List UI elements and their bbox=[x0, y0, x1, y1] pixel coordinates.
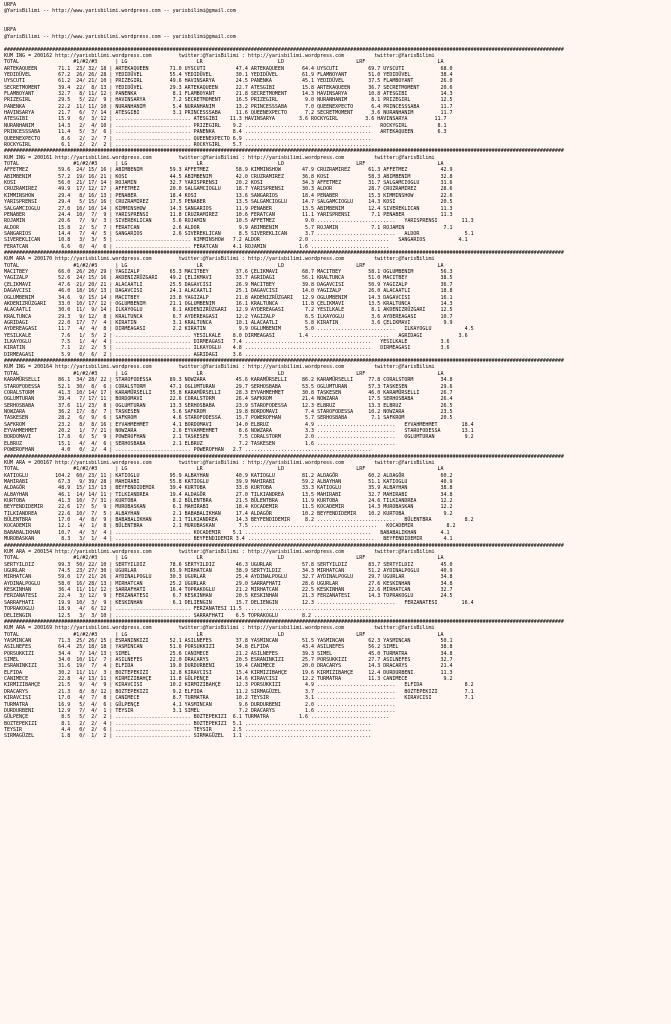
text-line: ########################################################################################################################################################################################## bbox=[4, 46, 564, 53]
text-line: DIRMEAGASI 5.9 0/ 6/ 2 | ......................... AGRIDAGI 3.6 .......................................... bbox=[4, 351, 372, 358]
text-line: PRINCESSSABA 11.4 5/ 3/ 6 | ......................... PANENKA 8.4 .......................................... ARTEKAQUEEN 6.3 bbox=[4, 129, 447, 136]
text-line: OGLUMBENIM 34.6 9/ 15/ 14 | MACITBEY 23.8 YAGIZALP 21.8 AKDENIZRÜZGARI 12.9 OGLUMBENIM 14.3 DAGAVCISI 16.1 bbox=[4, 294, 453, 301]
text-line: SIMEL 34.0 10/ 11/ 7 | ASILNEFES 22.0 DRACARYS 20.5 ESRANINKIZI 25.7 PORSUKKIZI 27.7 ASILNEFES 32.7 bbox=[4, 657, 453, 664]
text-line: KIMMINSHOW 29.4 8/ 16/ 13 | PENABER 18.4 KOSI 13.6 SANGARIOS 18.4 PENABER 15.3 KIMMINSHOW 22.6 bbox=[4, 192, 453, 199]
text-line: OGLUMTURAN 39.4 7/ 17/ 11 | BORDOMAVI 22.6 CORALSTORM 26.4 SAFKROM 21.4 NOWZARA 17.5 SERHOSBABA 26.4 bbox=[4, 396, 453, 403]
text-line: PANENKA 22.2 11/ 11/ 10 | NURANHANIM 5.4 NURANHANIM 13.2 PRINCESSSABA 7.0 QUEENEXPECTO 6.4 PRINCESSSABA 11.7 bbox=[4, 103, 453, 110]
text-line: BÜLENTBRA 17.0 4/ 8/ 9 | BABABALIKHAN 2.1 TILKIANDREA 14.3 BEYFENDIDEMIR 8.2 .......................... BÜLENTBRA 8.2 bbox=[4, 517, 474, 524]
text-line: BABABALIKHAN 10.7 4/ 3/ 4 | ......................... KOCADEMIR 5.1 .......................................... BABABALIKHAN 4.1 bbox=[4, 529, 450, 536]
text-line: FERATCAN 6.6 0/ 4/ 6 | ......................... FERATCAN 4.1 ROJAMIN 1.6 .......................... bbox=[4, 243, 390, 250]
text-line: KOCADEMIR 12.1 4/ 1/ 8 | BÜLENTBRA 2.1 MUROBASKAN 7.5 .......................................... KOCADEMIR 8.2 bbox=[4, 523, 456, 530]
text-line: KUM ARA = 200169 http://yarisbilimi.wordpress.com twitter:@YarisBilimi : http://yarisbilimi.wordpress.com twitter:@YarisBilimi bbox=[4, 625, 435, 632]
text-line: URFA bbox=[4, 2, 17, 8]
text-line: URFA bbox=[4, 27, 17, 34]
text-line: DAGAVCISI 46.0 18/ 16/ 13 | DAGAVCISI 24.1 ALACAATLI 25.1 DAGAVCISI 14.0 YAGIZALP 26.0 ALACAATLI 18.8 bbox=[4, 288, 453, 295]
text-line: KUM ING = 200162 http://yarisbilimi.wordpress.com twitter:@YarisBilimi : http://yarisbilimi.wordpress.com twitter:@YarisBilimi bbox=[4, 52, 435, 59]
text-line: @YarisBilimi -- http://www.yarisbilimi.wordpress.com -- yarisbilimi@gmail.com bbox=[4, 33, 236, 40]
text-line: MUROBASKAN 8.3 3/ 1/ 4 | ......................... BEYFENDIDEMIR 3.4 .......................................... BEYFENDIDEMIR 4.1 bbox=[4, 536, 453, 543]
text-line: AYDEREAGASI 11.7 4/ 4/ 8 | DIRMEAGASI 2.2 KIRATIN 9.9 OGLUMBENIM 5.0 .......................... ILKAYOGLU 4.5 bbox=[4, 326, 474, 333]
text-line: AFFETMEZ 59.6 24/ 15/ 16 | ABIMBENIM 59.3 AFFETMEZ 58.9 KIMMINSHOW 47.9 CRUZRAMIREZ 61.3 AFFETMEZ 42.9 bbox=[4, 167, 453, 174]
text-line: TOTAL #1/#2/#3 | LG LR LD LRF LA bbox=[4, 59, 444, 66]
text-line: KIRMIZIBAHÇE 21.5 9/ 4/ 9 | KIRAVCISI 10.2 KIRMIZIBAHÇE 12.3 PORSUKKIZI 4.9 .......................... ELFIDA 8.2 bbox=[4, 682, 474, 689]
text-line: AGRIDAGI 22.0 17/ 7/ 4 | KIRATIN 3.1 KRALTUNCA 10.1 ALACAATLI 5.8 KIRATIN 3.6 ÇELIKMAVI 9.9 bbox=[4, 319, 453, 326]
text-line: DRACARYS 21.3 8/ 8/ 12 | BOZTEPEKIZI 9.2 ELFIDA 11.2 SIRMAGÜZEL 3.7 .......................... BOZTEPEKIZI 7.1 bbox=[4, 688, 474, 695]
text-line: KATIOGLU 104.2 60/ 23/ 11 | KATIOGLU 95.9 ALBAYHAN 40.9 KATIOGLU 81.2 ALDAGÖR 60.2 ALDAGÖR 60.2 bbox=[4, 472, 453, 479]
text-line: ABIMBENIM 57.2 19/ 16/ 21 | KOSI 44.5 ABIMBENIM 42.0 CRUZRAMIREZ 36.8 KOSI 58.3 ABIMBENIM 32.8 bbox=[4, 173, 453, 180]
text-line: KESKINHAN 36.4 11/ 11/ 12 | SARRAFHATI 16.4 TOPRAKOGLU 21.2 MIRHATCAN 22.5 KESKINHAN 22.6 MIRHATCAN 32.7 bbox=[4, 587, 453, 594]
text-line: ÇELIKMAVI 47.6 21/ 20/ 21 | ALACAATLI 25.5 DAGAVCISI 26.9 MACITBEY 39.8 DAGAVCISI 50.9 YAGIZALP 36.7 bbox=[4, 281, 453, 288]
text-line: ROCKYGIRL 6.1 2/ 2/ 2 | ......................... ROCKYGIRL 5.7 .......................................... bbox=[4, 141, 372, 148]
text-line: GÜLPENÇE 8.5 5/ 2/ 2 | ......................... BOZTEPEKIZI 6.1 TURMATRA 1.6 .......................... bbox=[4, 714, 390, 721]
text-line: QUEENEXPECTO 8.6 2/ 2/ 7 | ......................... QUEENEXPECTO 6.9 .......................................... bbox=[4, 135, 372, 142]
text-line: DELIENGIN 12.5 3/ 3/ 10 | ......................... SARRAFHATI 6.5 TOPRAKOGLU 8.2 .......................... bbox=[4, 612, 393, 619]
text-line: ########################################################################################################################################################################################## bbox=[4, 618, 564, 625]
text-line: SERTYILDIZ 99.3 50/ 22/ 10 | SERTYILDIZ 78.6 SERTYILDIZ 46.3 UGURLAR 57.8 SERTYILDIZ 83.7 SERTYILDIZ 45.0 bbox=[4, 561, 453, 568]
text-line: UYSCUTI 61.2 24/ 21/ 10 | PRIZEGIRL 49.6 HAVINSARYA 24.5 PANENKA 45.1 YEDIDÜVEL 37.5 FLAMBOYANT 26.0 bbox=[4, 78, 453, 85]
text-line: ARTEKAQUEEN 71.1 23/ 32/ 18 | ARTEKAQUEEN 71.0 UYSCUTI 47.4 ARTEKAQUEEN 64.4 UYSCUTI 69.7 UYSCUTI 68.0 bbox=[4, 65, 453, 72]
text-line: YAGIZALP 52.6 24/ 15/ 16 | AKDENIZRÜZGARI 49.2 ÇELIKMAVI 33.7 AGRIDAGI 56.1 KRALTUNCA 51.0 MACITBEY 38.5 bbox=[4, 275, 453, 282]
text-line: CORALSTORM 41.3 10/ 14/ 17 | KARAMÜRSELLI 35.8 KARAMÜRSELLI 28.3 EYVAHMEHMET 30.8 TASKESEN 46.0 KARAMÜRSELLI 26.7 bbox=[4, 389, 453, 396]
text-line: TURMATRA 16.9 5/ 4/ 6 | GÜLPENÇE 4.1 YASMINCAN 9.6 DURDURBENI 2.0 .......................... bbox=[4, 701, 396, 708]
text-line: CRUZRAMIREZ 49.9 17/ 12/ 17 | AFFETMEZ 20.0 SALGAMCIOGLU 18.7 YARISPRENSI 30.3 ALDOR 28.7 CRUZRAMIREZ 28.6 bbox=[4, 186, 453, 193]
text-line: AKDENIZRÜZGARI 33.0 10/ 17/ 12 | OGLUMBENIM 21.1 OGLUMBENIM 16.1 KRALTUNCA 11.8 ÇELIKMAVI 13.5 KRALTUNCA 14.3 bbox=[4, 300, 453, 307]
text-line: MAHIRABI 67.3 9/ 39/ 28 | MAHIRABI 55.8 KATIOGLU 39.9 MAHIRABI 59.2 ALBAYHAN 51.1 KATIOGLU 40.9 bbox=[4, 478, 453, 485]
text-line: MIRHATCAN 59.0 17/ 21/ 26 | AYDINALPOGLU 30.3 UGURLAR 25.4 AYDINALPOGLU 32.7 AYDINALPOGLU 29.7 UGURLAR 34.8 bbox=[4, 574, 453, 581]
text-line: KUM ARA = 200170 http://yarisbilimi.wordpress.com twitter:@YarisBilimi : http://yarisbilimi.wordpress.com twitter:@YarisBilimi bbox=[4, 256, 435, 263]
text-line: TOTAL #1/#2/#3 | LG LR LD LRF LA bbox=[4, 466, 444, 473]
text-line: KRALTUNCA 29.3 9/ 12/ 8 | KRALTUNCA 6.7 AYDEREAGASI 12.2 YAGIZALP 6.5 ILKAYOGLU 3.6 AYDEREAGASI 10.7 bbox=[4, 313, 453, 320]
text-line: ########################################################################################################################################################################################## bbox=[4, 148, 564, 155]
text-line: UGURLAR 74.5 23/ 27/ 30 | UGURLAR 65.9 MIRHATCAN 38.9 SERTYILDIZ 34.3 MIRHATCAN 51.2 AYDINALPOGLU 40.9 bbox=[4, 567, 453, 574]
text-line: ########################################################################################################################################################################################## bbox=[4, 542, 564, 549]
text-line: ELFIDA 30.2 11/ 11/ 3 | BOZTEPEKIZI 12.8 KIRAVCISI 15.4 KIRMIZIBAHÇE 19.6 KIRMIZIBAHÇE 12.4 DURDURBENI 11.3 bbox=[4, 669, 453, 676]
text-line: TOTAL #1/#2/#3 | LG LR LD LRF LA bbox=[4, 160, 444, 167]
text-line: SANGARIOS 14.4 7/ 4/ 5 | SANGARIOS 2.6 SIVEREKLICAN 8.5 SIVEREKLICAN 3.7 .......................... ALDOR 5.1 bbox=[4, 230, 474, 237]
text-line: TASKESEN 28.2 6/ 9/ 6 | SAFKROM 4.6 STAROFODESSA 15.7 POWEROFHAN 5.7 SERHOSBABA 7.1 SAFKROM 20.5 bbox=[4, 415, 453, 422]
text-line: CANIMECE 22.8 4/ 13/ 11 | KIRMIZIBAHÇE 11.8 GÜLPENÇE 14.6 KIRAVCISI 12.2 TURMATRA 11.3 CANIMECE 9.2 bbox=[4, 676, 453, 683]
text-line: ATESGIBI 15.9 6/ 3/ 12 | ......................... ATESGIBI 11.3 HAVINSARYA 3.6 ROCKYGIRL 3.6 HAVINSARYA 11.7 bbox=[4, 116, 447, 123]
text-line: NOWZARA 36.2 17/ 8/ 7 | TASKESEN 5.6 SAFKROM 19.8 BORDOMAVI 7.4 STAROFODESSA 10.2 NOWZARA 23.5 bbox=[4, 409, 453, 415]
text-line: KUM ARA = 200167 http://yarisbilimi.wordpress.com twitter:@YarisBilimi : http://yarisbilimi.wordpress.com twitter:@YarisBilimi bbox=[4, 459, 435, 466]
text-line: SIVEREKLICAN 10.8 3/ 3/ 5 | ......................... KIMMINSHOW 7.2 ALDOR 2.0 .......................... SANGARIOS 4.1 bbox=[4, 237, 468, 244]
text-line: KARAMÜRSELLI 86.1 34/ 28/ 22 | STAROFODESSA 89.3 NOWZARA 45.6 KARAMÜRSELLI 86.2 KARAMÜRSELLI 77.8 CORALSTORM 34.8 bbox=[4, 377, 453, 384]
text-line: SIRMAGÜZEL 1.8 0/ 1/ 2 | ......................... SIRMAGÜZEL 1.1 .......................................... bbox=[4, 733, 372, 740]
text-line: FLAMBOYANT 32.7 8/ 11/ 12 | PANENKA 8.1 FLAMBOYANT 21.8 SECRETMOMENT 14.3 HAVINSARYA 10.8 ATESGIBI 14.3 bbox=[4, 91, 453, 98]
text-line: FERZANATESI 22.4 3/ 12/ 9 | FERZANATESI 6.7 KESKINHAN 20.5 KESKINHAN 21.3 FERZANATESI 14.3 TOPRAKOGLU 24.5 bbox=[4, 593, 453, 600]
text-line: YESILKALE 7.6 1/ 5/ 2 | ......................... YESILKALE 8.0 DIRMEAGASI 1.4 .......................... AGRIDAGI 3.6 bbox=[4, 332, 468, 339]
text-line: BORDOMAVI 17.8 6/ 5/ 9 | POWEROFHAN 2.1 TASKESEN 7.5 CORALSTORM 2.0 .......................... OGLUMTURAN 9.2 bbox=[4, 434, 474, 441]
text-line: ALDAGÖR 48.9 15/ 13/ 13 | BEYFENDIDEMIR 39.4 KURTOBA 33.8 KURTOBA 33.3 KATIOGLU 35.9 ALBAYHAN 38.8 bbox=[4, 485, 453, 492]
text-line: KURTOBA 41.3 10/ 7/ 31 | KURTOBA 8.2 BÜLENTBRA 21.5 BÜLENTBRA 11.9 KURTOBA 24.6 TILKIANDREA 12.2 bbox=[4, 498, 453, 505]
text-line: POWEROFHAN 4.0 0/ 2/ 4 | ......................... POWEROFHAN 2.7 .......................................... bbox=[4, 447, 372, 454]
text-line: ELBRUZ 15.1 4/ 4/ 6 | SERHOSBABA 2.1 ELBRUZ 7.2 TASKESEN 1.6 .......................... bbox=[4, 440, 396, 447]
text-line: EYVAHMEHMET 20.2 1/ 7/ 21 | NOWZARA 2.6 EYVAHMEHMET 8.6 NOWZARA 3.3 .......................... STAROFODESSA 13.1 bbox=[4, 428, 474, 435]
text-line: TOPRAKOGLU 18.9 4/ 6/ 12 | ......................... FERZANATESI 11.5 .......................................... bbox=[4, 606, 372, 613]
text-line: PRIZEGIRL 29.5 5/ 22/ 9 | HAVINSARYA 7.2 SECRETMOMENT 16.5 PRIZEGIRL 9.0 NURANHANIM 8.1 PRIZEGIRL 12.5 bbox=[4, 97, 453, 104]
text-line: TOTAL #1/#2/#3 | LG LR LD LRF LA bbox=[4, 370, 444, 377]
text-line: SAFKROM 23.2 8/ 8/ 16 | EYVAHMEHMET 4.1 BORDOMAVI 14.0 ELBRUZ 4.9 .......................... EYVAHMEHMET 18.4 bbox=[4, 421, 474, 428]
text-line: TEYSIR 4.4 0/ 2/ 6 | ......................... TEYSIR 2.5 .......................................... bbox=[4, 726, 372, 733]
text-line: AYDINALPOGLU 58.0 16/ 28/ 13 | MIRHATCAN 25.2 UGURLAR 29.0 SARRAFHATI 28.6 UGURLAR 27.6 KESKINHAN 34.8 bbox=[4, 580, 453, 587]
text-line: YASMINCAN 71.3 25/ 26/ 15 | ESRANINKIZI 52.1 ASILNEFES 37.8 YASMINCAN 51.5 YASMINCAN 62.3 YASMINCAN 50.1 bbox=[4, 637, 453, 644]
text-line: MACITBEY 66.0 26/ 20/ 29 | YAGIZALP 65.3 MACITBEY 37.6 ÇELIKMAVI 68.7 MACITBEY 58.1 OGLUMBENIM 56.3 bbox=[4, 269, 453, 276]
text-line: ESRANINKIZI 31.6 19/ 7/ 4 | ELFIDA 19.0 DURDURBENI 19.4 CANIMECE 20.0 DRACARYS 14.3 DRACARYS 21.4 bbox=[4, 663, 453, 670]
text-line: PORSUKKIZI 34.4 7/ 14/ 13 | SIMEL 25.6 CANIMECE 21.2 ASILNEFES 39.3 SIMEL 45.0 TURMATRA 34.8 bbox=[4, 650, 453, 657]
text-line: SARRAFHATI 19.9 10/ 3/ 9 | KESKINHAN 6.1 DELIENGIN 15.7 DELIENGIN 12.3 .......................... FERZANATESI 16.4 bbox=[4, 599, 474, 606]
text-line: SECRETMOMENT 39.4 22/ 8/ 13 | YEDIDÜVEL 29.3 ARTEKAQUEEN 22.7 ATESGIBI 15.8 ARTEKAQUEEN 36.7 SECRETMOMENT 20.6 bbox=[4, 84, 453, 91]
text-line: BOZTEPEKIZI 8.1 2/ 2/ 4 | ......................... BOZTEPEKIZI 5.1 .......................................... bbox=[4, 720, 372, 727]
text-line: ########################################################################################################################################################################################## bbox=[4, 250, 564, 257]
text-line: PENABER 24.4 10/ 7/ 9 | YARISPRENSI 11.8 CRUZRAMIREZ 10.6 FERATCAN 11.1 YARISPRENSI 7.1 PENABER 11.3 bbox=[4, 211, 453, 218]
text-line: ALBAYHAN 46.1 14/ 14/ 11 | TILKIANDREA 19.4 ALDAGÖR 27.0 TILKIANDREA 13.5 MAHIRABI 32.7 MAHIRABI 34.8 bbox=[4, 491, 453, 498]
text-line: ########################################################################################################################################################################################## bbox=[4, 453, 564, 460]
text-line: STAROFODESSA 52.1 30/ 8/ 6 | CORALSTORM 47.1 OGLUMTURAN 29.7 SERHOSBABA 53.5 OGLUMTURAN 57.3 TASKESEN 29.6 bbox=[4, 383, 453, 390]
text-line: KUM ARA = 200154 http://yarisbilimi.wordpress.com twitter:@YarisBilimi : http://yarisbilimi.wordpress.com twitter:@YarisBilimi bbox=[4, 548, 435, 555]
text-line: ASILNEFES 64.4 25/ 18/ 18 | YASMINCAN 51.6 PORSUKKIZI 34.8 ELFIDA 43.4 ASILNEFES 56.2 SIMEL 38.8 bbox=[4, 644, 453, 651]
text-line: KOSI 56.0 21/ 17/ 14 | ROJAMIN 32.7 YARISPRENSI 20.2 KOSI 34.3 AFFETMEZ 31.7 SALGAMCIOGLU 31.6 bbox=[4, 180, 453, 187]
text-line: TOTAL #1/#2/#3 | LG LR LD LRF LA bbox=[4, 262, 444, 269]
text-line: TOTAL #1/#2/#3 | LG LR LD LRF LA bbox=[4, 631, 444, 638]
text-line: HAVINSARYA 21.7 6/ 7/ 14 | ATESGIBI 3.1 PRINCESSSABA 11.6 QUEENEXPECTO 7.2 SECRETMOMENT 3.6 NURANHANIM 11.7 bbox=[4, 110, 453, 117]
text-line: ROJAMIN 20.6 7/ 9/ 3 | SIVEREKLICAN 5.6 ROJAMIN 10.5 AFFETMEZ 9.0 .......................... YARISPRENSI 11.3 bbox=[4, 218, 474, 225]
text-line: YARISPRENSI 29.4 5/ 15/ 16 | CRUZRAMIREZ 17.5 PENABER 13.5 SALGAMCIOGLU 14.7 SALGAMCIOGLU 14.3 KOSI 20.5 bbox=[4, 199, 453, 206]
text-line: ALACAATLI 30.0 11/ 9/ 14 | ILKAYOGLU 8.1 AKDENIZRÜZGARI 12.9 AYDEREAGASI 7.2 YESILKALE 8.1 AKDENIZRÜZGARI 12.5 bbox=[4, 307, 453, 314]
text-line: YEDIDÜVEL 67.2 26/ 26/ 28 | YEDIDÜVEL 55.4 YEDIDÜVEL 30.1 YEDIDÜVEL 61.9 FLAMBOYANT 51.0 YEDIDÜVEL 38.4 bbox=[4, 71, 453, 78]
text-line: KIRAVCISI 17.0 4/ 7/ 8 | CANIMECE 8.7 TURMATRA 10.2 TEYSIR 3.1 .......................... KIRAVCISI 7.1 bbox=[4, 695, 474, 702]
text-line: TOTAL #1/#2/#3 | LG LR LD LRF LA bbox=[4, 555, 444, 562]
text-line: KUM ING = 200161 http://yarisbilimi.wordpress.com twitter:@YarisBilimi : http://yarisbilimi.wordpress.com twitter:@YarisBilimi bbox=[4, 154, 435, 161]
text-line: @YarisBilimi -- http://www.yarisbilimi.wordpress.com -- yarisbilimi@gmail.com bbox=[4, 8, 236, 15]
text-line: KUM ING = 200164 http://yarisbilimi.wordpress.com twitter:@YarisBilimi : http://yarisbilimi.wordpress.com twitter:@YarisBilimi bbox=[4, 364, 435, 371]
text-line: ########################################################################################################################################################################################## bbox=[4, 358, 564, 365]
text-line: TILKIANDREA 22.6 10/ 7/ 5 | ALBAYHAN 2.1 BABABALIKHAN 17.4 ALDAGÖR 10.2 BEYFENDIDEMIR 10.2 KURTOBA 9.2 bbox=[4, 510, 453, 517]
text-line: ILKAYOGLU 7.5 1/ 4/ 4 | ......................... DIRMEAGASI 7.4 .......................................... YESILKALE 3.6 bbox=[4, 339, 450, 346]
text-line: SERHOSBABA 37.6 11/ 23/ 8 | OGLUMTURAN 13.3 SERHOSBABA 23.9 STAROFODESSA 12.3 ELBRUZ 13.3 ELBRUZ 26.5 bbox=[4, 402, 453, 409]
text-line: BEYFENDIDEMIR 22.6 17/ 5/ 9 | MUROBASKAN 6.1 MAHIRABI 18.4 KOCADEMIR 11.5 KOCADEMIR 14.3 MUROBASKAN 12.2 bbox=[4, 504, 453, 511]
text-line: ALDOR 15.8 2/ 5/ 7 | FERATCAN 2.6 ALDOR 9.9 ABIMBENIM 5.7 ROJAMIN 7.1 ROJAMIN 7.1 bbox=[4, 224, 453, 231]
text-line: DURDURBENI 12.9 7/ 4/ 1 | TEYSIR 3.1 SIMEL 7.2 DRACARYS 1.6 .......................... bbox=[4, 707, 396, 714]
text-line: NURANHANIM 14.3 2/ 4/ 10 | ......................... PRIZEGIRL 9.2 .......................................... ROCKYGIRL 8.1 bbox=[4, 122, 447, 129]
text-line: KIRATIN 7.1 2/ 2/ 5 | ......................... ILKAYOGLU 4.8 .......................................... DIRMEAGASI 3.6 bbox=[4, 345, 450, 352]
text-line: SALGAMCIOGLU 27.0 10/ 10/ 14 | KIMMINSHOW 14.3 SANGARIOS 11.9 PENABER 13.5 ABIMBENIM 12.4 SIVEREKLICAN 11.3 bbox=[4, 205, 453, 212]
